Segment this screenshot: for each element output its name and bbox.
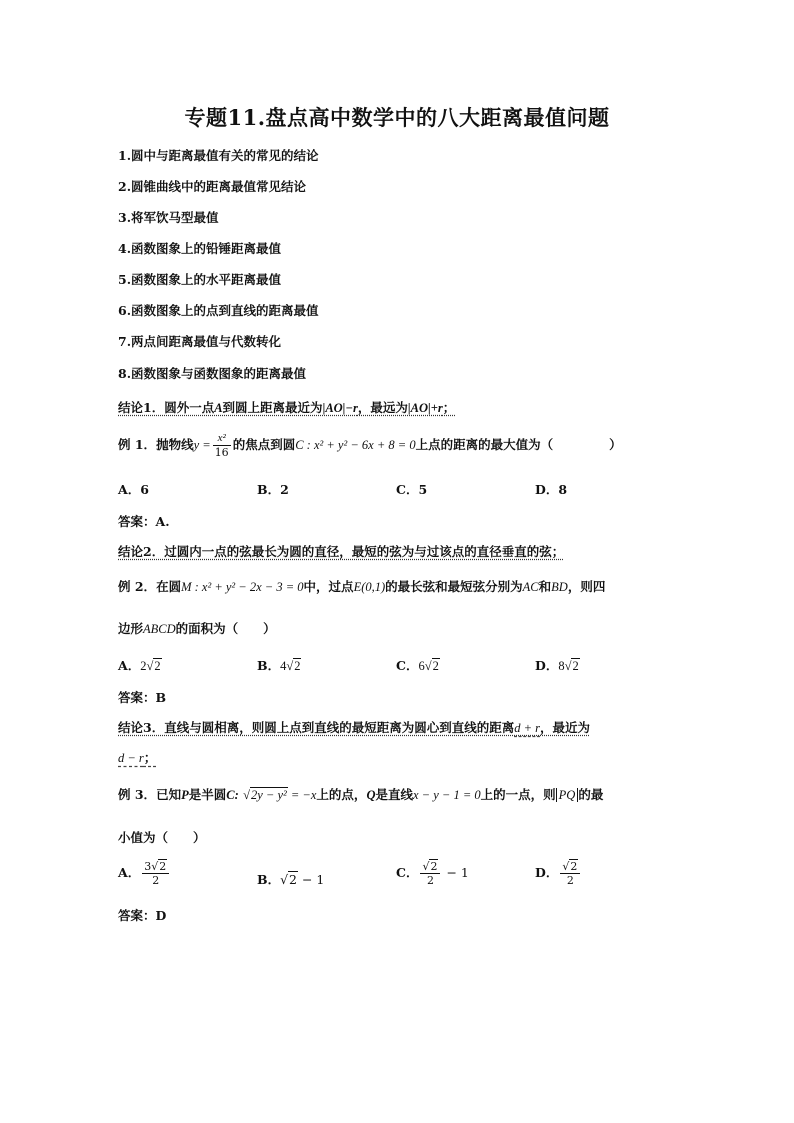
toc-item-2: 2.圆锥曲线中的距离最值常见结论	[118, 179, 307, 194]
toc-item-1: 1.圆中与距离最值有关的常见的结论	[118, 148, 319, 163]
example-3: 例 3．已知P是半圆C: √2y − y² = −x上的点，Q是直线x − y − 1 = 0上的一点，则 PQ 的最	[118, 787, 604, 802]
conclusion-3-line-2: d − r；	[118, 750, 157, 765]
example-2: 例 2．在圆M : x² + y² − 2x − 3 = 0中，过点E(0,1)的最长弦和最短弦分别为AC和BD，则四	[118, 579, 606, 594]
ex3-option-d: D． $\frac{√2}{2}$	[535, 860, 582, 887]
ex1-option-b: B．2	[257, 482, 289, 497]
conclusion-2: 结论2．过圆内一点的弦最长为圆的直径，最短的弦为与过该点的直径垂直的弦；	[118, 544, 565, 559]
ex3-option-c: C． $\frac{√2}{2}$ − 1	[396, 860, 469, 887]
conclusion-1: 结论1．圆外一点A到圆上距离最近为|AO|−r，最远为|AO|+r；	[118, 400, 456, 415]
fraction: $\frac{\text{x²}}{16}$	[214, 432, 229, 459]
toc-item-4: 4.函数图象上的铅锤距离最值	[118, 241, 282, 256]
page-title: 专题11.盘点高中数学中的八大距离最值问题	[184, 105, 610, 130]
ex2-option-d: D．8√2	[535, 658, 579, 673]
conclusion-3: 结论3．直线与圆相离，则圆上点到直线的最短距离为圆心到直线的距离d + r，最近为	[118, 720, 591, 735]
answer-3: 答案：D	[118, 908, 167, 923]
ex3-option-b: B．√2 − 1	[257, 872, 325, 887]
ex2-option-c: C．6√2	[396, 658, 439, 673]
answer-1: 答案：A.	[118, 514, 170, 529]
toc-item-8: 8.函数图象与函数图象的距离最值	[118, 366, 307, 381]
toc-item-7: 7.两点间距离最值与代数转化	[118, 334, 282, 349]
answer-2: 答案：B	[118, 690, 167, 705]
toc-item-6: 6.函数图象上的点到直线的距离最值	[118, 303, 319, 318]
toc-item-3: 3.将军饮马型最值	[118, 210, 219, 225]
example-1: 例 1．抛物线y = $\frac{\text{x²}}{16}$ 的焦点到圆C : x² + y² − 6x + 8 = 0上点的距离的最大值为（ ）	[118, 432, 622, 459]
example-2-line-2: 边形ABCD的面积为（ ）	[118, 621, 276, 636]
ex1-option-a: A．6	[118, 482, 149, 497]
example-3-line-2: 小值为（ ）	[118, 830, 206, 845]
ex2-option-b: B．4√2	[257, 658, 301, 673]
ex3-option-a: A． $\frac{3√2}{2}$	[118, 860, 171, 887]
toc-item-5: 5.函数图象上的水平距离最值	[118, 272, 282, 287]
ex1-option-c: C．5	[396, 482, 428, 497]
ex1-option-d: D．8	[535, 482, 568, 497]
ex2-option-a: A．2√2	[118, 658, 161, 673]
